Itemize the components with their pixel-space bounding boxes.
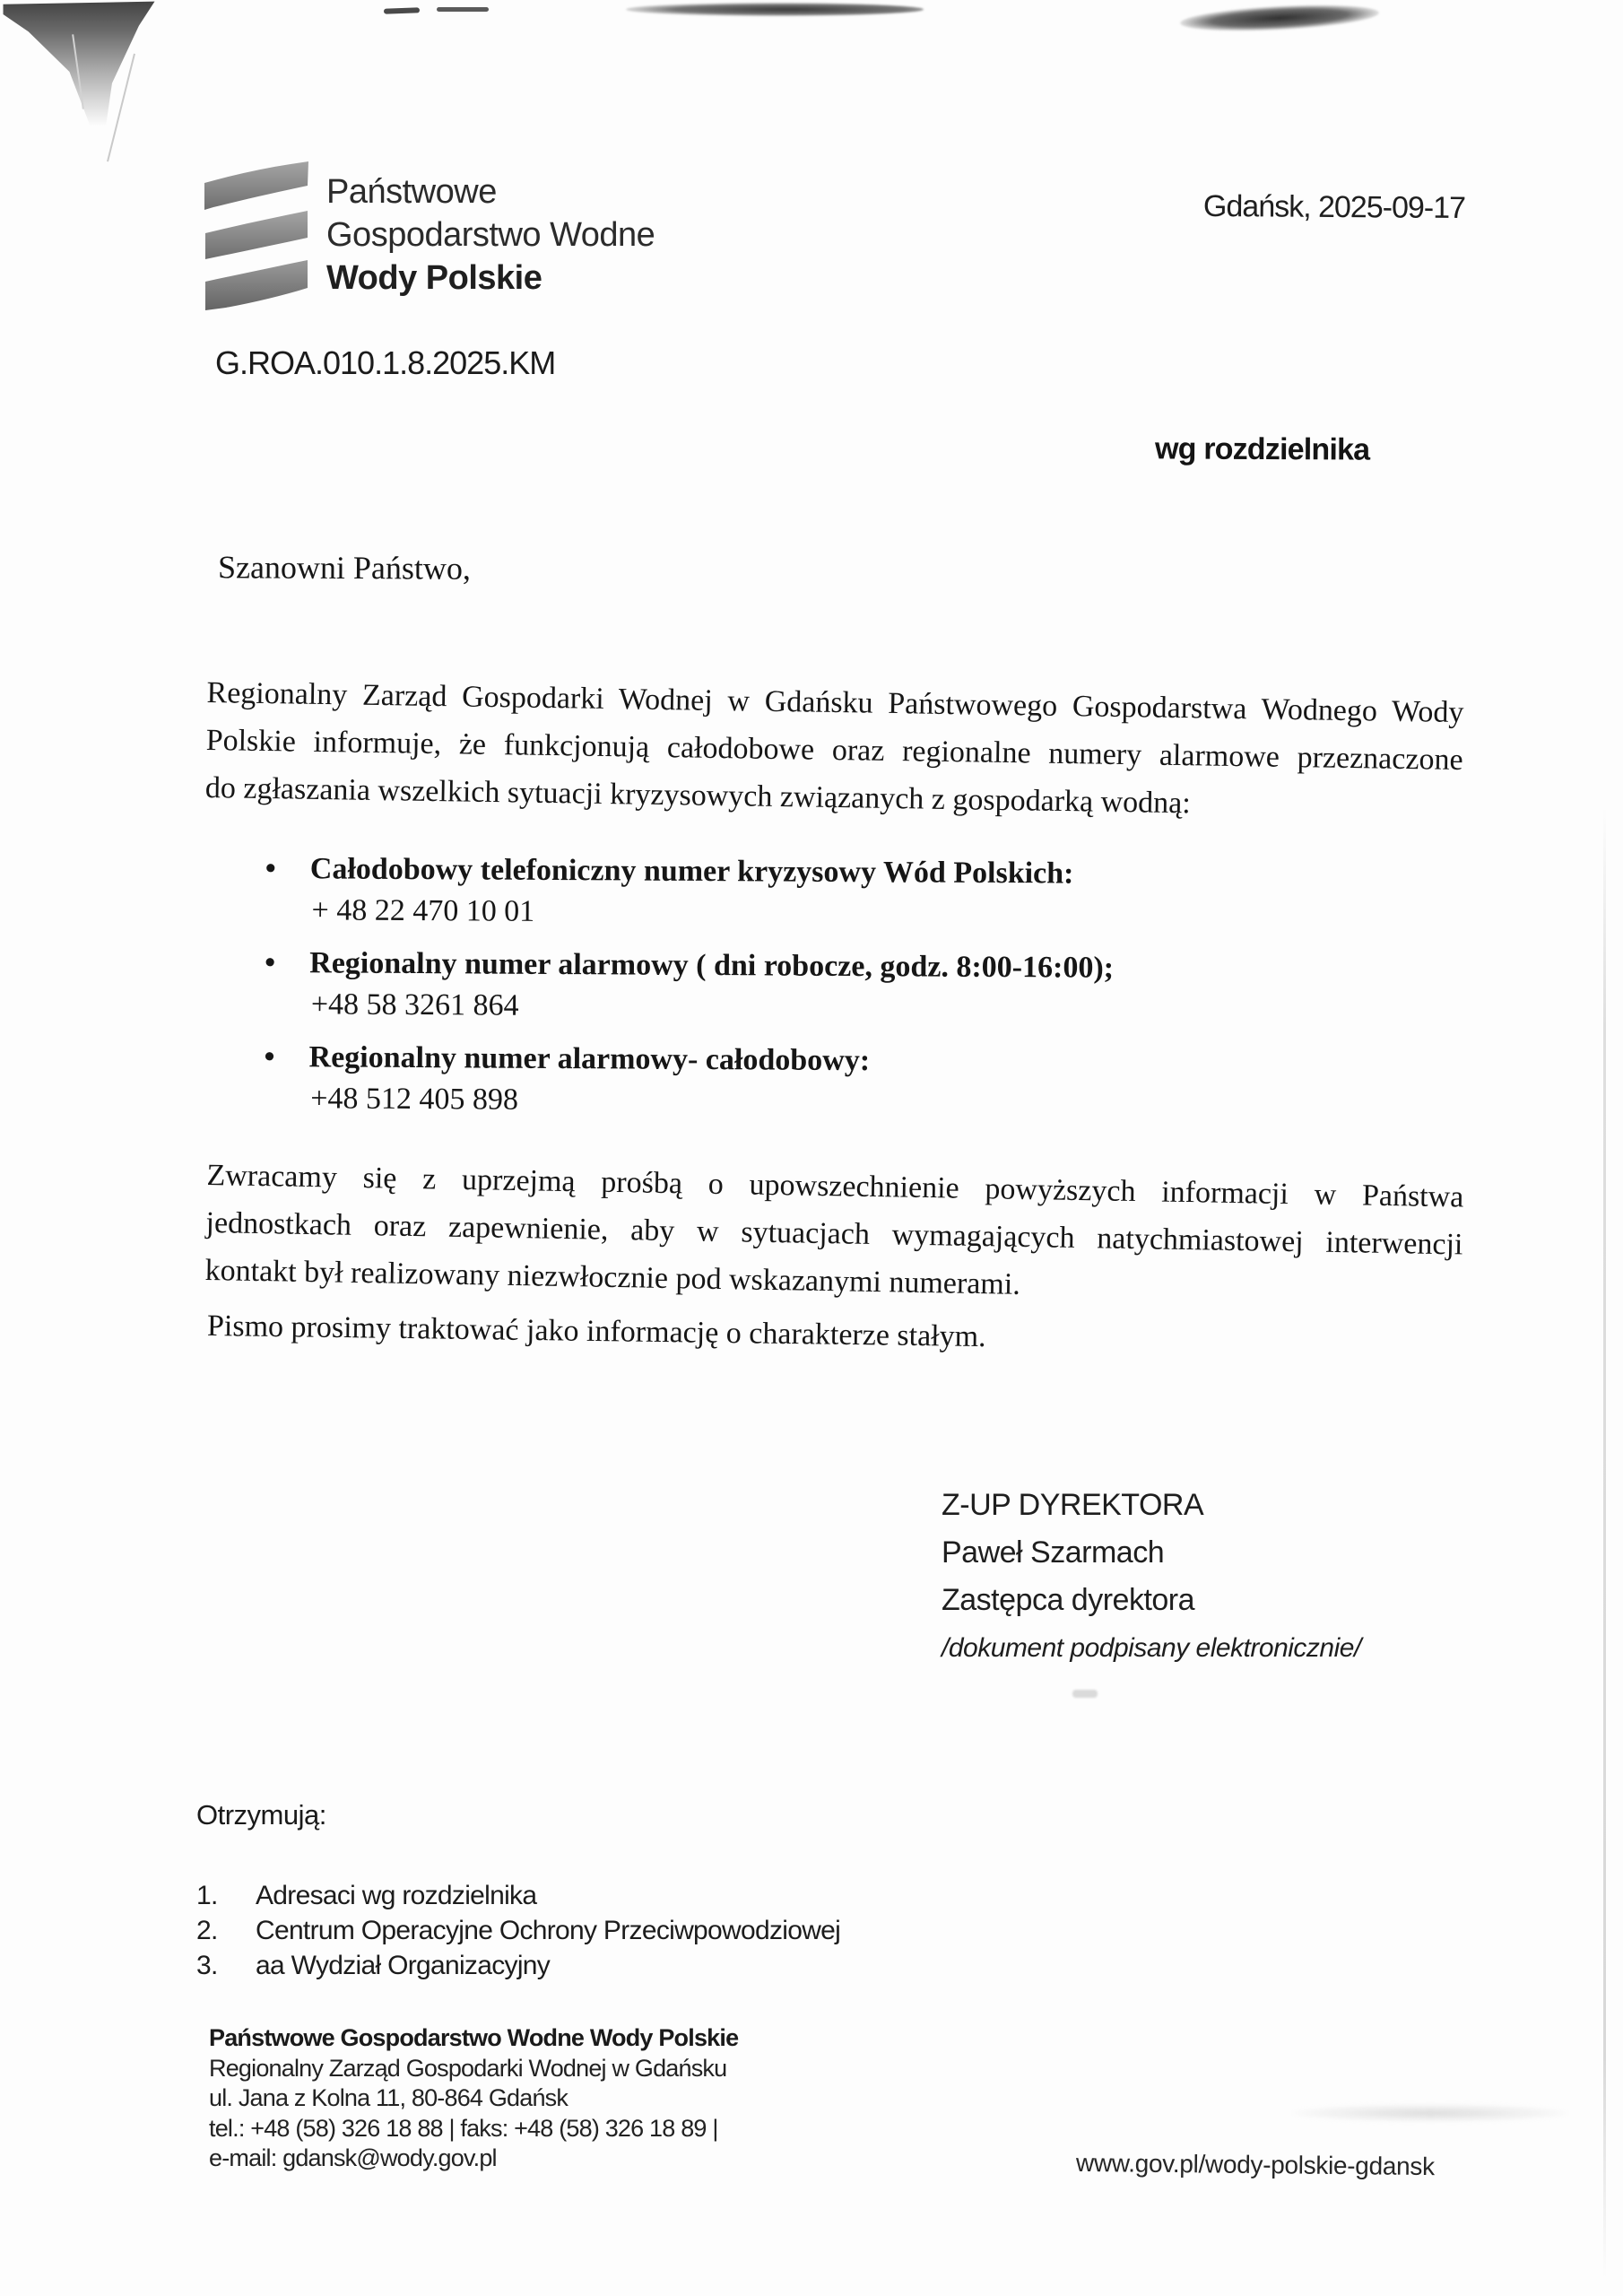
footer-contact-block <box>209 2023 738 2174</box>
recipient-number: 2. <box>196 1916 218 1945</box>
bullet-icon: • <box>265 945 276 980</box>
esignature-note: /dokument podpisany elektronicznie/ <box>942 1633 1361 1663</box>
brand-block <box>326 170 655 300</box>
recipient-number: 3. <box>196 1951 218 1980</box>
intro-paragraph-line: Regionalny Zarząd Gospodarki Wodnej w Gdańsku Państwowego Gospodarstwa Wodnego Wody <box>206 675 1464 730</box>
closing-note: Pismo prosimy traktować jako informację o charakterze stałym. <box>206 1309 986 1354</box>
alarm-item <box>265 943 1297 1031</box>
request-paragraph-line: Zwracamy się z uprzejmą prośbą o upowszechnienie powyższych informacji w Państwa <box>206 1158 1464 1214</box>
footer-email: e-mail: gdansk@wody.gov.pl <box>209 2144 497 2171</box>
recipient-item <box>196 1948 840 1983</box>
recipient-text: Centrum Operacyjne Ochrony Przeciwpowodziowej <box>256 1916 841 1945</box>
brand-line-3: Wody Polskie <box>326 259 542 297</box>
recipient-text: Adresaci wg rozdzielnika <box>256 1881 537 1910</box>
scan-smudge <box>1072 1690 1098 1698</box>
alarm-phone-number: +48 58 3261 864 <box>310 987 519 1022</box>
brand-line-2: Gospodarstwo Wodne <box>326 216 655 254</box>
alarm-phone-number: + 48 22 470 10 01 <box>311 893 535 928</box>
scan-smudge <box>437 7 489 12</box>
letter-place-date: Gdańsk, 2025-09-17 <box>1202 188 1466 226</box>
footer-phone-fax: tel.: +48 (58) 326 18 88 | faks: +48 (58) 326 18 89 | <box>209 2114 718 2142</box>
salutation: Szanowni Państwo, <box>217 549 472 587</box>
footer-unit: Regionalny Zarząd Gospodarki Wodnej w Gdańsku <box>209 2054 727 2082</box>
bullet-icon: • <box>265 851 276 886</box>
recipient-item <box>196 1913 840 1948</box>
alarm-item <box>264 1037 1296 1126</box>
recipients-heading: Otrzymują: <box>196 1799 326 1831</box>
recipient-item <box>196 1878 840 1913</box>
alarm-item <box>265 848 1297 937</box>
recipients-list <box>196 1878 840 1983</box>
scan-smudge <box>626 3 924 16</box>
brand-line-1: Państwowe <box>326 173 497 211</box>
footer-website: www.gov.pl/wody-polskie-gdansk <box>1075 2148 1435 2181</box>
signature-block <box>942 1482 1361 1672</box>
recipient-number: 1. <box>196 1881 218 1910</box>
scan-smudge <box>1291 2104 1569 2122</box>
request-paragraph-line: kontakt był realizowany niezwłocznie pod wskazanymi numerami. <box>204 1253 1021 1301</box>
request-paragraph-line: jednostkach oraz zapewnienie, aby w sytuacjach wymagających natychmiastowej interwencji <box>205 1205 1463 1262</box>
scan-smudge <box>1179 1 1379 35</box>
intro-paragraph-line: Polskie informuje, że funkcjonują całodobowe oraz regionalne numery alarmowe przeznaczone <box>205 723 1463 778</box>
alarm-phone-number: +48 512 405 898 <box>310 1082 519 1117</box>
alarm-label: Regionalny numer alarmowy- całodobowy: <box>308 1040 871 1078</box>
recipient-text: aa Wydział Organizacyjny <box>256 1951 551 1980</box>
intro-paragraph-line: do zgłaszania wszelkich sytuacji kryzysowych związanych z gospodarką wodną: <box>204 770 1192 821</box>
intro-paragraph <box>205 669 1464 831</box>
scan-edge-line <box>1603 807 1606 2278</box>
signatory-position: Zastępca dyrektora <box>942 1583 1195 1617</box>
bullet-icon: • <box>264 1039 275 1074</box>
wody-polskie-logo <box>203 161 312 312</box>
footer-org-name: Państwowe Gospodarstwo Wodne Wody Polskie <box>209 2024 739 2051</box>
alarm-label: Całodobowy telefoniczny numer kryzysowy Wód Polskich: <box>309 852 1074 891</box>
signature-title: Z-UP DYREKTORA <box>942 1488 1204 1522</box>
footer-address: ul. Jana z Kolna 11, 80-864 Gdańsk <box>209 2084 568 2111</box>
distribution-note: wg rozdzielnika <box>1154 431 1370 467</box>
request-paragraph <box>204 1152 1464 1316</box>
alarm-numbers-list <box>264 848 1297 1137</box>
scan-smudge <box>384 7 420 13</box>
reference-number: G.ROA.010.1.8.2025.KM <box>215 344 556 381</box>
signatory-name: Paweł Szarmach <box>942 1535 1165 1570</box>
alarm-label: Regionalny numer alarmowy ( dni robocze, godz. 8:00-16:00); <box>309 946 1115 985</box>
